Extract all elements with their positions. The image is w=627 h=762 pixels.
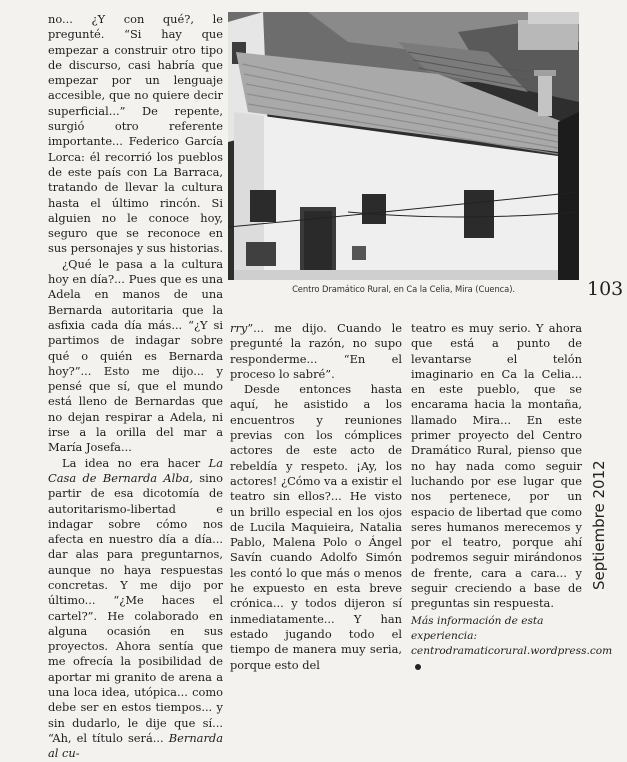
issue-date: Septiembre 2012 xyxy=(590,460,608,590)
article-text: ”... me dijo. Cuando le pregunté la razón, no supo responderme... “En el proceso lo sabré”. xyxy=(230,321,402,381)
article-text-italic: rry xyxy=(230,321,248,335)
more-info-note xyxy=(411,614,613,675)
article-column-1 xyxy=(48,12,223,762)
article-paragraph: ¿Qué le pasa a la cultura hoy en día?... Pues que es una Adela en manos de una Bernarda autoritaria que la asfixia cada día más... “¿Y si partimos de indagar sobre qué o quién es Bernarda hoy?”... Esto me dijo... y pensé que sí, que el mundo está lleno de Bernardas que no dejan respirar a Adela, ni irse a la orilla del mar a María Josefa... xyxy=(48,256,223,455)
article-text: La idea no era hacer xyxy=(62,455,209,470)
article-column-2 xyxy=(230,321,402,673)
article-photo xyxy=(228,12,579,280)
article-paragraph xyxy=(48,456,223,762)
article-paragraph: no... ¿Y con qué?, le pregunté. “Si hay que empezar a construir otro tipo de discurso, casi habría que empezar por un lenguaje accesible, que no quiere decir superficial...” De repente, surgió otro referente importante... Federico García Lorca: él recorrió los pueblos de este país con La Barraca, tratando de llevar la cultura hasta el último rincón. Si alguien no le conoce hoy, seguro que se reconoce en sus personajes y sus historias. xyxy=(48,12,224,256)
article-text: sino partir de esa dicotomía de autoritarismo-libertad e indagar sobre cómo nos afecta en nuestro día a día... dar alas para preguntarnos, aunque no haya respuestas concretas. Y me dijo por último... “¿Me haces el cartel?”. He colaborado en alguna ocasión en sus proyectos. Ahora sentía que me ofrecía la posibilidad de aportar mi granito de arena a una loca idea, utópica... como debe ser en estos tiempos... y sin dudarlo, le dije que sí... “Ah, el título será... xyxy=(48,470,223,745)
photo-caption: Centro Dramático Rural, en Ca la Celia, Mira (Cuenca). xyxy=(292,284,515,294)
article-paragraph: teatro es muy serio. Y ahora que está a punto de levantarse el telón imaginario en Ca la Celia... en este pueblo, que se encarama hacia la montaña, llamado Mira... En este primer proyecto del Centro Dramático Rural, pienso que no hay nada como seguir luchando por ese lugar que nos pertenece, por un espacio de libertad que como seres humanos merecemos y por el teatro, porque ahí podremos seguir mirándonos de frente, cara a cara... y seguir creciendo a base de preguntas sin respuesta. xyxy=(411,321,582,611)
more-info-label: Más información de esta experiencia: xyxy=(411,614,544,642)
article-text-italic: Bernarda al cu- xyxy=(48,730,223,761)
article-paragraph: Desde entonces hasta aquí, he asistido a los encuentros y reuniones previas con los cómplices actores de este acto de rebeldía y respeto. ¡Ay, los actores! ¿Cómo va a existir el teatro sin ellos?... He visto un brillo especial en los ojos de Lucila Maquieira, Natalia Pablo, Malena Polo o Ángel Savín cuando Adolfo Simón les contó lo que más o menos he expuesto en esta breve crónica... y todos dijeron sí inmediatamente... Y han estado jugando todo el tiempo de manera muy seria, porque esto del xyxy=(230,382,402,672)
end-mark-icon xyxy=(415,664,421,670)
house-photo-illustration xyxy=(228,12,579,280)
page-number: 103 xyxy=(587,278,624,300)
play-title: La Casa de Bernarda Alba, xyxy=(48,455,223,485)
article-paragraph xyxy=(230,321,402,382)
more-info-url[interactable]: centrodramaticorural.wordpress.com xyxy=(411,645,613,658)
